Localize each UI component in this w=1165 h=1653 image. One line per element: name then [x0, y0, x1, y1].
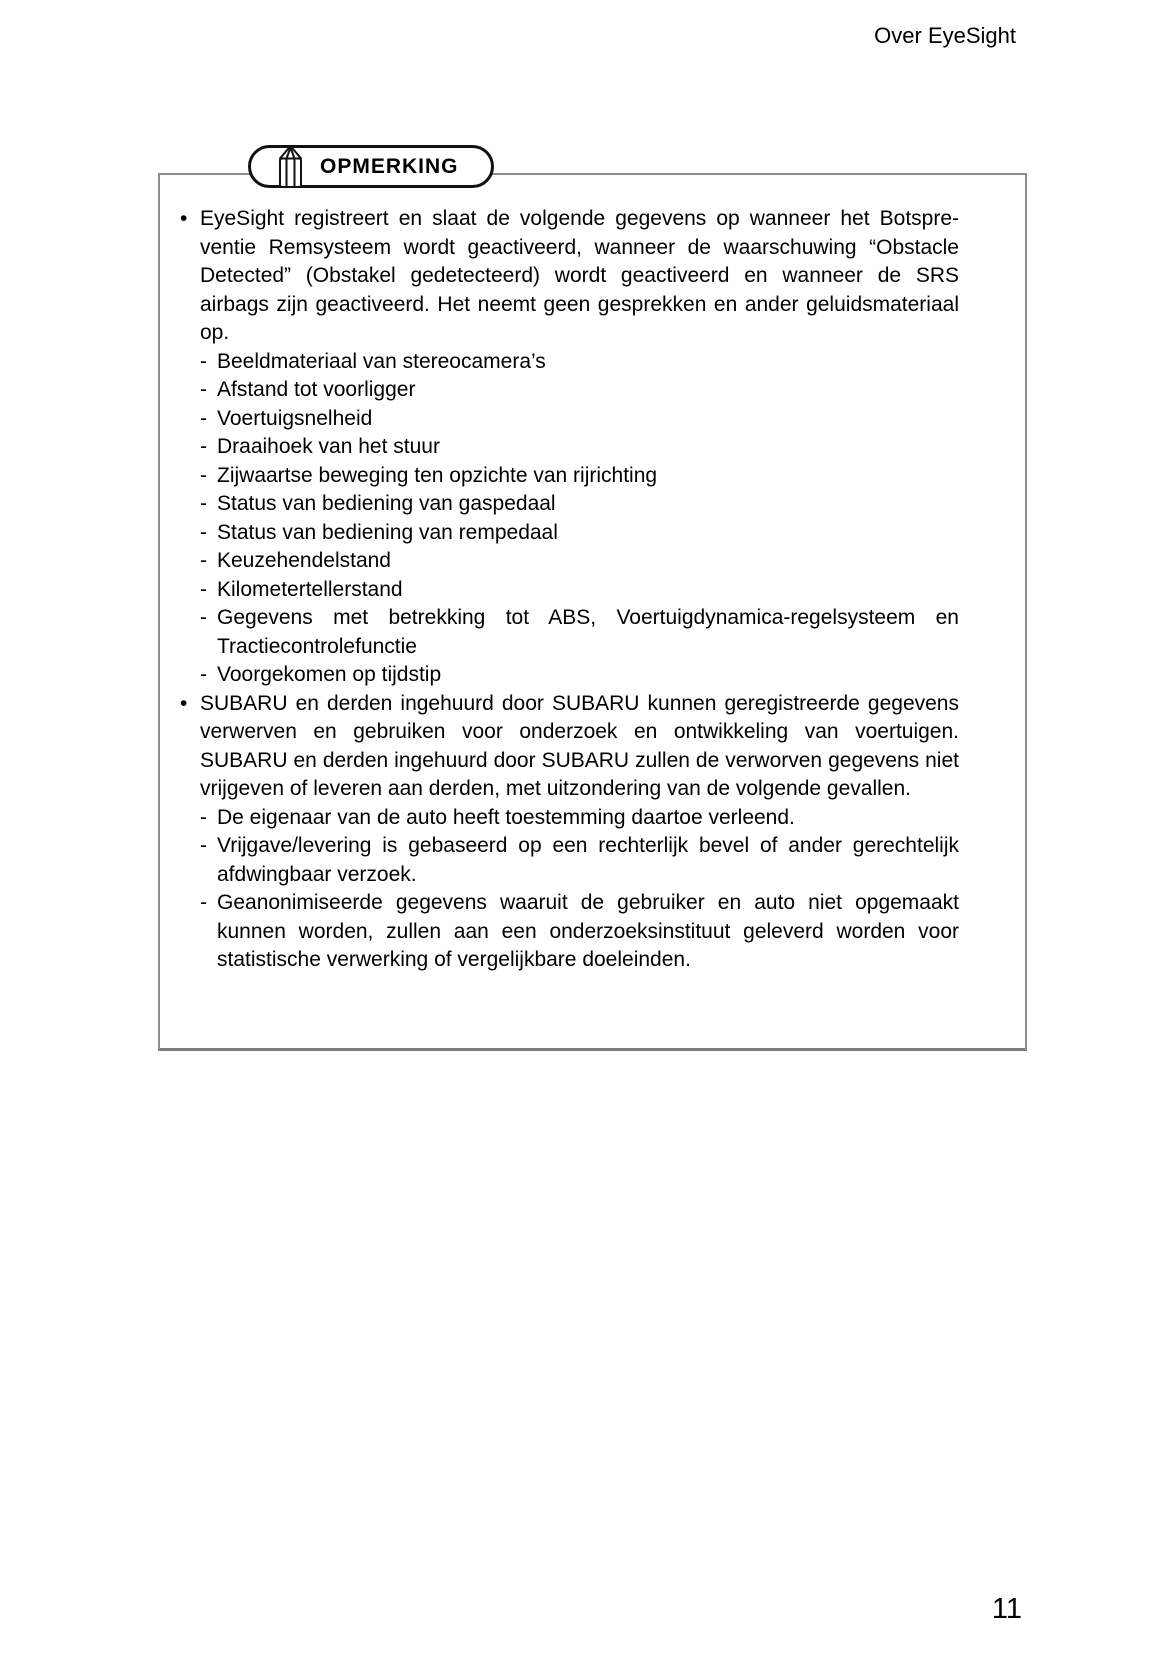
list-item — [200, 576, 959, 605]
bullet-item — [180, 690, 959, 804]
dash-marker: - — [200, 520, 207, 544]
list-item — [200, 348, 959, 377]
list-item — [200, 433, 959, 462]
sub-list — [200, 804, 959, 975]
bullet-text: SUBARU en derden ingehuurd door SUBARU kunnen geregistreerde gegevens verwerven en gebruiken voor onderzoek en ontwikkeling van voertuigen. SUBARU en derden ingehuurd door SUBARU zullen de verworven gegevens niet vrijgeven of leveren aan derden, met uitzondering van de volgende gevallen. — [200, 691, 959, 800]
sub-item-text: Beeldmateriaal van stereocamera’s — [217, 349, 546, 373]
note-box — [158, 154, 1027, 1051]
dash-marker: - — [200, 378, 207, 401]
sub-item-text: Draaihoek van het stuur — [217, 435, 440, 458]
sub-item-text: Voertuigsnelheid — [217, 406, 373, 430]
dash-marker: - — [200, 406, 207, 430]
sub-item-text: Afstand tot voorligger — [217, 378, 416, 401]
list-item — [200, 804, 959, 833]
list-item — [200, 462, 959, 491]
bullet-text: EyeSight registreert en slaat de volgende gegevens op wanneer het Botspreventie Remsysteem wordt geactiveerd, wanneer de waarschuwing “Obstacle Detected” (Obstakel gedetecteerd) wordt geactiveerd en wanneer de SRS airbags zijn geactiveerd. Het neemt geen gesprekken en ander geluidsmateriaal op. — [200, 207, 959, 344]
bullet-marker: • — [180, 207, 188, 230]
dash-marker: - — [200, 549, 207, 572]
dash-marker: - — [200, 463, 207, 487]
list-item — [200, 376, 959, 405]
note-label — [248, 145, 494, 188]
list-item — [200, 889, 959, 975]
list-item — [200, 604, 959, 661]
dash-marker: - — [200, 492, 207, 515]
sub-item-text: Voorgekomen op tijdstip — [217, 663, 442, 686]
sub-item-text: Vrijgave/levering is gebaseerd op een rechterlijk bevel of ander gerechtelijk afdwingbaar verzoek. — [217, 834, 959, 886]
note-label-text: OPMERKING — [320, 154, 459, 178]
sub-item-text: Zijwaartse beweging ten opzichte van rijrichting — [217, 463, 658, 487]
sub-item-text: Geanonimiseerde gegevens waaruit de gebruiker en auto niet opgemaakt kunnen worden, zullen aan een onderzoeksinstituut geleverd worden voor statistische verwerking of vergelijkbare doeleinden. — [217, 891, 959, 971]
dash-marker: - — [200, 435, 207, 458]
bullet-marker: • — [180, 691, 188, 715]
sub-item-text: Gegevens met betrekking tot ABS, Voertuigdynamica-regelsysteem en Tractiecontrolefunctie — [217, 606, 959, 658]
sub-item-text: De eigenaar van de auto heeft toestemming daartoe verleend. — [217, 805, 795, 829]
sub-item-text: Status van bediening van gaspedaal — [217, 492, 556, 515]
list-item — [200, 832, 959, 889]
note-content — [160, 175, 1025, 975]
list-item — [200, 547, 959, 576]
list-item — [200, 405, 959, 434]
pencil-icon — [277, 144, 304, 189]
dash-marker: - — [200, 577, 207, 601]
dash-marker: - — [200, 349, 207, 373]
bullet-item — [180, 205, 959, 348]
page-header-title: Over EyeSight — [874, 23, 1016, 48]
sub-list — [200, 348, 959, 690]
list-item — [200, 490, 959, 519]
dash-marker: - — [200, 606, 207, 629]
dash-marker: - — [200, 663, 207, 686]
sub-item-text: Status van bediening van rempedaal — [217, 520, 558, 544]
sub-item-text: Keuzehendelstand — [217, 549, 391, 572]
list-item — [200, 519, 959, 548]
dash-marker: - — [200, 891, 207, 914]
dash-marker: - — [200, 834, 207, 857]
dash-marker: - — [200, 805, 207, 829]
page-number: 11 — [991, 1593, 1022, 1625]
sub-item-text: Kilometertellerstand — [217, 577, 403, 601]
list-item — [200, 661, 959, 690]
